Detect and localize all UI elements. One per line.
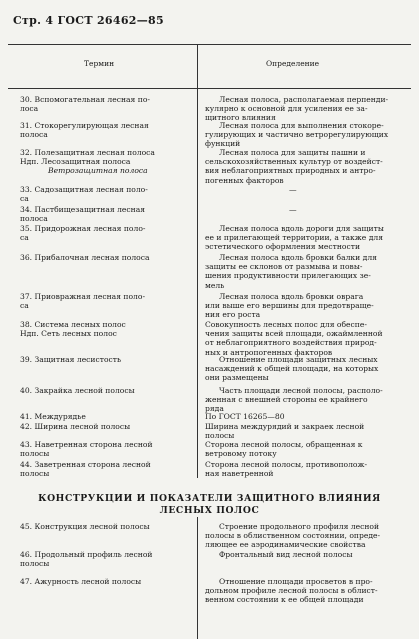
term-42: 42. Ширина лесной полосы [20,422,131,431]
term-31: 31. Стокорегулирующая лесная полоса [20,121,149,140]
definition-47: Отношение площади просветов в про- дольном профиле лесной полосы в облист- венном состоянии к ее общей площади [205,577,378,605]
definition-39: Отношение площади защитных лесных насаждений к общей площади, на которых они размещены [205,355,379,383]
definition-30: Лесная полоса, располагаемая перпенди- кулярно к основной для усиления ее за- щитного влияния [205,95,389,123]
page-header: Стр. 4 ГОСТ 26462—85 [13,14,164,27]
term-39: 39. Защитная лесистость [20,355,122,364]
definition-35: Лесная полоса вдоль дороги для защиты ее и прилегающей территории, а также для эстетического оформления местности [205,224,384,252]
term-45: 45. Конструкция лесной полосы [20,522,150,531]
column-header-definition: Определение [266,59,320,68]
term-47: 47. Ажурность лесной полосы [20,577,142,586]
term-32: 32. Полезащитная лесная полоса Ндп. Лесозащитная полоса Ветрозащитная полоса [20,148,155,176]
term-43: 43. Наветренная сторона лесной полосы [20,440,153,459]
term-30: 30. Вспомогательная лесная по- лоса [20,95,150,114]
table-header-rule [8,88,411,89]
term-34: 34. Пастбищезащитная лесная полоса [20,205,146,224]
term-35: 35. Придорожная лесная поло- са [20,224,146,243]
column-divider-lower [197,517,198,639]
term-44: 44. Заветренная сторона лесной полосы [20,460,151,479]
definition-34-dash: — [289,205,297,214]
definition-37: Лесная полоса вдоль бровки оврага или выше его вершины для предотвраще- ния его роста [205,292,374,320]
definition-41: По ГОСТ 16265—80 [205,412,285,421]
definition-40: Часть площади лесной полосы, располо- женная с внешней стороны ее крайнего ряда [205,386,383,414]
term-41: 41. Междурядье [20,412,86,421]
definition-44: Сторона лесной полосы, противополож- ная наветренной [205,460,368,479]
definition-33-dash: — [289,185,297,194]
term-38: 38. Система лесных полос Ндп. Сеть лесных полос [20,320,126,339]
term-36: 36. Прибалочная лесная полоса [20,253,150,262]
definition-45: Строение продольного профиля лесной полосы в облиственном состоянии, опреде- ляющее ее аэродинамические свойства [205,522,381,550]
table-top-rule [8,44,411,45]
definition-43: Сторона лесной полосы, обращенная к ветровому потоку [205,440,363,459]
term-40: 40. Закрайка лесной полосы [20,386,135,395]
term-46: 46. Продольный профиль лесной полосы [20,550,153,569]
column-divider [197,44,198,478]
definition-46: Фронтальный вид лесной полосы [219,550,353,559]
definition-36: Лесная полоса вдоль бровки балки для защиты ее склонов от размыва и повы- шения продуктивности прилегающих зе- мель [205,253,377,290]
section-heading: КОНСТРУКЦИИ И ПОКАЗАТЕЛИ ЗАЩИТНОГО ВЛИЯНИЯ ЛЕСНЫХ ПОЛОС [38,493,381,516]
definition-31: Лесная полоса для выполнения стокоре- гулирующих и частично ветрорегулирующих функций [205,121,389,149]
term-33: 33. Садозащитная лесная поло- са [20,185,148,204]
column-header-term: Термин [84,59,115,68]
term-37: 37. Приовражная лесная поло- са [20,292,146,311]
definition-38: Совокупность лесных полос для обеспе- чения защиты всей площади, ожаймленной от неблагоприятного воздействия природ- ных и антропогенных факторов [205,320,383,357]
definition-42: Ширина междурядий и закраек лесной полосы [205,422,365,441]
definition-32: Лесная полоса для защиты пашни и сельскохозяйственных культур от воздейст- вия неблагоприятных природных и антро- погенных факторов [205,148,383,185]
